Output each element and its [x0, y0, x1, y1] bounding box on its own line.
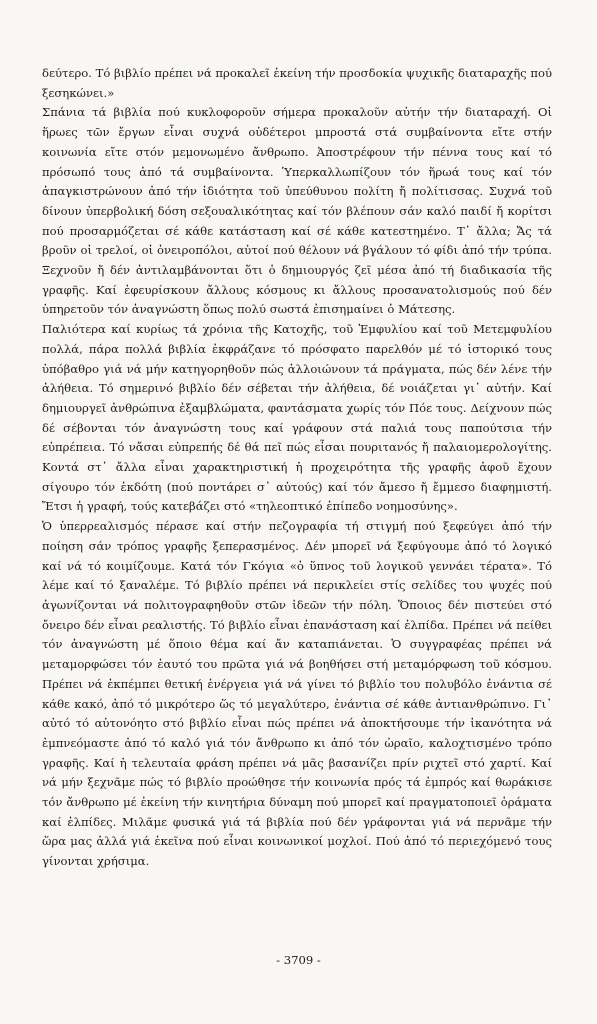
body-text: [42, 64, 552, 872]
page-number: - 3709 -: [276, 953, 321, 967]
paragraph-2: Σπάνια τά βιβλία πού κυκλοφοροῦν σήμερα προκαλοῦν αὐτήν τήν διαταραχή. Οἱ ἥρωες τῶν ἔργων εἶναι συχνά οὐδέτεροι μπροστά στά συμβαίνοντα εἴτε στήν κοινωνία εἴτε στόν μεμονωμένο ἄνθρωπο. Ἀποστρέφουν τήν πέννα τους καί τό πρόσωπό τους ἀπό τά συμβαίνοντα. Ὑπερκαλλωπίζουν τόν ἥρωά τους καί τόν ἀπαγκιστρώνουν ἀπό τήν ἰδιότητα τοῦ ὑπεύθυνου πολίτη ἤ πολίτισσας. Συχνά τοῦ δίνουν ὑπερβολική δόση σεξουαλικότητας καί τόν βλέπουν σάν καλό παιδί ἤ κορίτσι πού προσαρμόζεται σέ κάθε κατάσταση καί σέ κάθε κατεστημένο. Τ᾿ ἄλλα; Ἄς τά βροῦν οἱ τρελοί, οἱ ὀνειροπόλοι, αὐτοί πού θέλουν νά βγάλουν τό φίδι ἀπό τήν τρύπα. Ξεχνοῦν ἤ δέν ἀντιλαμβάνονται ὅτι ὁ δημιουργός ζεῖ μέσα ἀπό τή διαδικασία τῆς γραφῆς. Καί ἐφευρίσκουν ἄλλους κόσμους κι ἄλλους προσανατολισμούς πού δέν ὑπηρετοῦν τόν ἀναγνώστη ὅπως πολύ σωστά ἐπισημαίνει ὁ Μάτεσης.: [42, 105, 552, 317]
paragraph-3: Παλιότερα καί κυρίως τά χρόνια τῆς Κατοχῆς, τοῦ Ἐμφυλίου καί τοῦ Μετεμφυλίου πολλά, πάρα πολλά βιβλία ἐκφράζανε τό πρόσφατο παρελθόν μέ τό ἱστορικό τους ὑπόβαθρο γιά νά μήν κατηγορηθοῦν πώς ἀλλοιώνουν τά πράγματα, πώς δέν λένε τήν ἀλήθεια. Τό σημερινό βιβλίο δέν σέβεται τήν ἀλήθεια, δέ νοιάζεται γι᾿ αὐτήν. Καί δημιουργεῖ ἀνθρώπινα ἐξαμβλώματα, φαντάσματα χωρίς τόν Πόε τους. Δείχνουν πώς δέ σέβονται τόν ἀναγνώστη τους καί γράφουν στά παλιά τους παπούτσια τήν εὐπρέπεια. Τό νἄσαι εὐπρεπής δέ θά πεῖ πώς εἶσαι πουριτανός ἤ παλαιομερολογίτης. Κοντά στ᾿ ἄλλα εἶναι χαρακτηριστική ἡ προχειρότητα τῆς γραφῆς ἀφοῦ ἔχουν σίγουρο τόν ἐκδότη (πού ποντάρει σ᾿ αὐτούς) καί τόν ἄμεσο ἤ ἔμμεσο διαφημιστή. Ἔτσι ἡ γραφή, τούς κατεβάζει στό «τηλεοπτικό ἐπίπεδο νοημοσύνης».: [42, 322, 552, 514]
paragraph-1: δεύτερο. Τό βιβλίο πρέπει νά προκαλεῖ ἐκείνη τήν προσδοκία ψυχικῆς διαταραχῆς πού ξεσηκώνει.»: [42, 66, 552, 100]
paragraph-4: Ὁ ὑπερρεαλισμός πέρασε καί στήν πεζογραφία τή στιγμή πού ξεφεύγει ἀπό τήν ποίηση σάν τρόπος γραφῆς ξεπερασμένος. Δέν μπορεῖ νά ξεφύγουμε ἀπό τό λογικό καί νά τό κοιμίζουμε. Κατά τόν Γκόγια «ὁ ὕπνος τοῦ λογικοῦ γεννάει τέρατα». Τό λέμε καί τό ξαναλέμε. Τό βιβλίο πρέπει νά περικλείει στίς σελίδες του ψυχές πού ἀγωνίζονται νά πολιτογραφηθοῦν στῶν ἰδεῶν τήν πόλη. Ὅποιος δέν πιστεύει στό ὄνειρο δέν εἶναι ρεαλιστής. Τό βιβλίο εἶναι ἐπανάσταση καί ἐλπίδα. Πρέπει νά πείθει τόν ἀναγνώστη μέ ὅποιο θέμα καί ἄν καταπιάνεται. Ὁ συγγραφέας πρέπει νά μεταμορφώσει τόν ἑαυτό του πρῶτα γιά νά βοηθήσει στή μεταμόρφωση τοῦ κόσμου. Πρέπει νά ἐκπέμπει θετική ἐνέργεια γιά νά γίνει τό βιβλίο του πολυβόλο ἐνάντια σέ κάθε κακό, ἀπό τό μικρότερο ὥς τό μεγαλύτερο, ἐνάντια σέ κάθε ἀντιανθρώπινο. Γι᾿ αὐτό τό αὐτονόητο στό βιβλίο εἶναι πώς πρέπει νά ἀποκτήσουμε τήν ἱκανότητα νά ἐμπνεόμαστε ἀπό τό καλό γιά τόν ἄνθρωπο κι ἀπό τόν ὡραῖο, καλοχτισμένο τρόπο γραφῆς. Καί ἡ τελευταία φράση πρέπει νά μᾶς βασανίζει πρίν ριχτεῖ στό χαρτί. Καί νά μήν ξεχνᾶμε πώς τό βιβλίο προώθησε τήν κοινωνία πρός τά ἐμπρός καί θωράκισε τόν ἄνθρωπο μέ ἐκείνη τήν κινητήρια δύναμη πού μπορεῖ καί πραγματοποιεῖ ὁράματα καί ἐλπίδες. Μιλᾶμε φυσικά γιά τά βιβλία πού δέν γράφονται γιά νά περνᾶμε τήν ὥρα μας ἀλλά γιά ἐκεῖνα πού εἶναι κοινωνικοί μοχλοί. Πού ἀπό τό περιεχόμενό τους γίνονται χρήσιμα.: [42, 519, 552, 869]
